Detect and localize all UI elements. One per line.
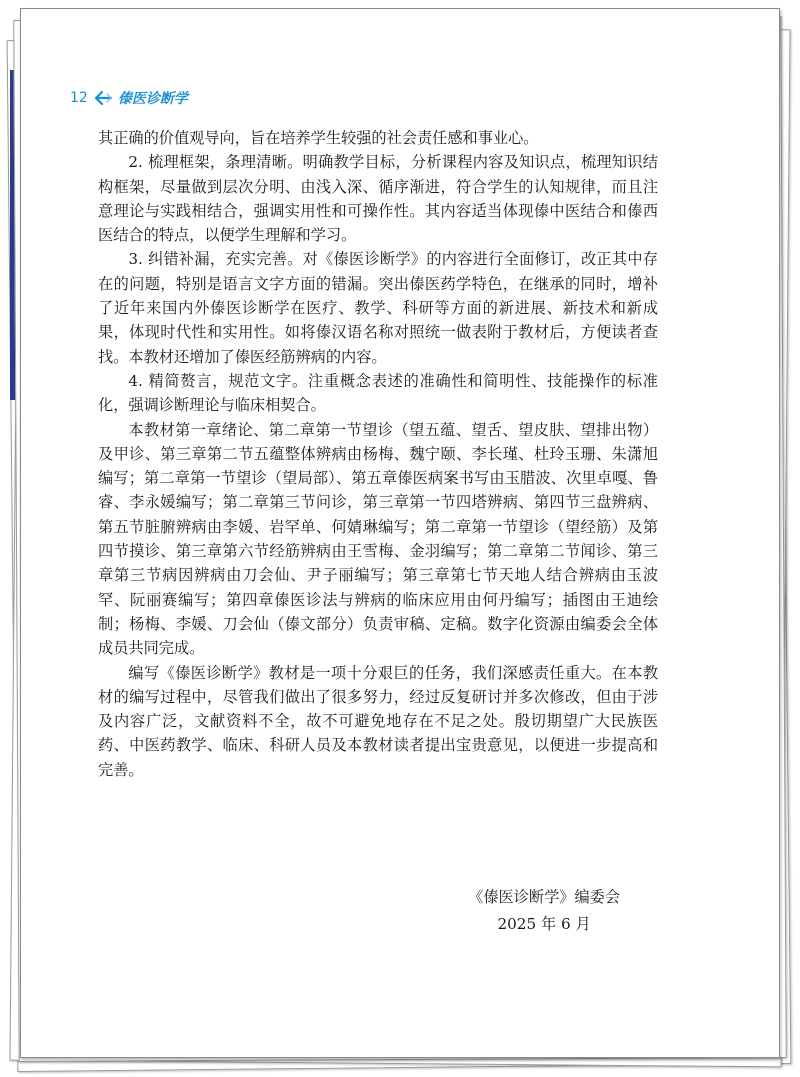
signature-date: 2025 年 6 月 bbox=[497, 915, 591, 933]
paragraph-point-4: 4. 精简赘言，规范文字。注重概念表述的准确性和简明性、技能操作的标准化，强调诊断理论与临床相契合。 bbox=[98, 371, 658, 415]
committee-name: 《傣医诊断学》编委会 bbox=[468, 888, 620, 906]
book-title: 傣医诊断学 bbox=[117, 91, 188, 107]
paragraph-closing: 编写《傣医诊断学》教材是一项十分艰巨的任务，我们深感责任重大。在本教材的编写过程中，尽管我们做出了很多努力，经过反复研讨并多次修改，但由于涉及内容广泛，文献资料不全，故不可避免地存在不足之处。殷切期望广大民族医药、中医药教学、临床、科研人员及本教材读者提出宝贵意见，以便进一步提高和完善。 bbox=[98, 663, 658, 779]
body-text bbox=[98, 126, 658, 782]
paragraph-authors: 本教材第一章绪论、第二章第一节望诊（望五蕴、望舌、望皮肤、望排出物）及甲诊、第三章第二节五蕴整体辨病由杨梅、魏宁颐、李长瑾、杜玲玉珊、朱潇旭编写；第二章第一节望诊（望局部）、第五章傣医病案书写由玉腊波、次里卓嘎、鲁睿、李永媛编写；第二章第三节问诊，第三章第一节四塔辨病、第四节三盘辨病、第五节脏腑辨病由李媛、岩罕单、何婧琳编写；第二章第一节望诊（望经筋）及第四节摸诊、第三章第六节经筋辨病由王雪梅、金羽编写；第二章第二节闻诊、第三章第三节病因辨病由刀会仙、尹子丽编写；第三章第七节天地人结合辨病由玉波罕、阮丽赛编写；第四章傣医诊法与辨病的临床应用由何丹编写；插图由王迪绘制；杨梅、李媛、刀会仙（傣文部分）负责审稿、定稿。数字化资源由编委会全体成员共同完成。 bbox=[98, 420, 658, 658]
signature-block bbox=[468, 884, 620, 938]
paragraph-continued: 其正确的价值观导向，旨在培养学生较强的社会责任感和事业心。 bbox=[98, 129, 539, 147]
left-arrow-icon bbox=[94, 91, 112, 105]
paragraph-point-2: 2. 梳理框架，条理清晰。明确教学目标，分析课程内容及知识点，梳理知识结构框架，尽量做到层次分明、由浅入深、循序渐进，符合学生的认知规律，而且注意理论与实践相结合，强调实用性和可操作性。其内容适当体现傣中医结合和傣西医结合的特点，以便学生理解和学习。 bbox=[98, 153, 658, 245]
paragraph-point-3: 3. 纠错补漏，充实完善。对《傣医诊断学》的内容进行全面修订，改正其中存在的问题，特别是语言文字方面的错漏。突出傣医药学特色，在继承的同时，增补了近年来国内外傣医诊断学在医疗、教学、科研等方面的新进展、新技术和新成果，体现时代性和实用性。如将傣汉语名称对照统一做表附于教材后，方便读者查找。本教材还增加了傣医经筋辨病的内容。 bbox=[98, 250, 658, 366]
running-header bbox=[70, 88, 188, 108]
page-number: 12 bbox=[70, 90, 88, 106]
